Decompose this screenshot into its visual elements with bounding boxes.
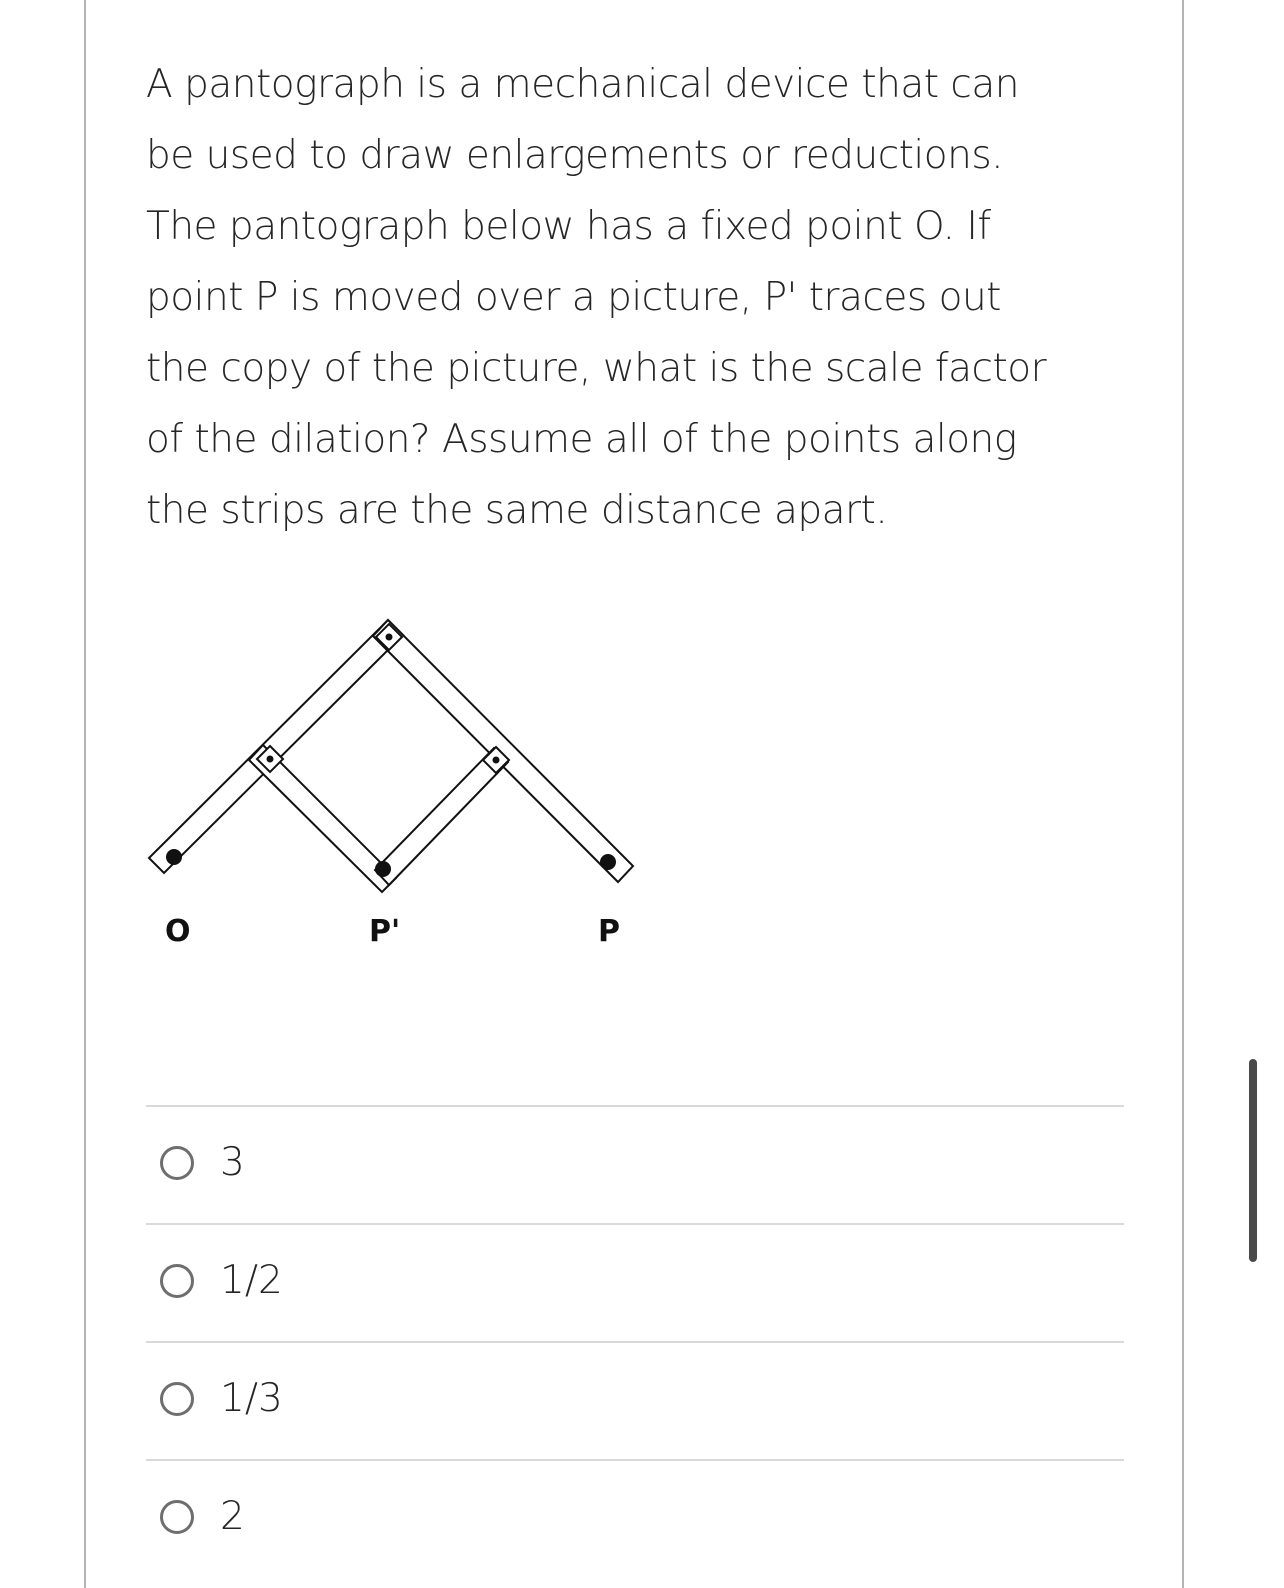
answer-options [146,1105,1124,1577]
strip-o-to-top [149,620,403,873]
option-label: 2 [220,1494,245,1539]
question-line: the copy of the picture, what is the scale factor [146,346,1047,391]
radio-button[interactable] [160,1146,194,1180]
point-o-dot [166,849,182,865]
hinge-top-dot [386,634,393,641]
strip-right-to-pprime [375,748,508,885]
radio-button[interactable] [160,1500,194,1534]
question-line: point P is moved over a picture, P' traces out [146,275,1001,320]
scrollbar-thumb[interactable] [1249,1059,1257,1262]
question-line: of the dilation? Assume all of the points along [146,417,1017,462]
option-row[interactable] [146,1343,1124,1459]
option-label: 1/2 [220,1258,283,1303]
radio-button[interactable] [160,1264,194,1298]
radio-button[interactable] [160,1382,194,1416]
point-p-dot [600,854,616,870]
question-line: A pantograph is a mechanical device that can [146,62,1019,107]
option-row[interactable] [146,1461,1124,1577]
pantograph-figure [140,610,660,970]
question-line: be used to draw enlargements or reductions. [146,133,1004,178]
panel-left-border [84,0,86,1588]
option-row[interactable] [146,1107,1124,1223]
question-text [146,49,1136,546]
panel-right-border [1182,0,1184,1588]
hinge-left-dot [267,756,274,763]
question-line: the strips are the same distance apart. [146,488,888,533]
option-label: 3 [220,1140,245,1185]
label-o: O [165,914,191,949]
label-p-prime: P' [369,914,401,949]
question-line: The pantograph below has a fixed point O. If [146,204,991,249]
option-label: 1/3 [220,1376,283,1421]
option-row[interactable] [146,1225,1124,1341]
point-pprime-dot [375,861,391,877]
hinge-right-dot [493,757,500,764]
label-p: P [598,914,620,949]
pantograph-diagram [140,610,660,970]
